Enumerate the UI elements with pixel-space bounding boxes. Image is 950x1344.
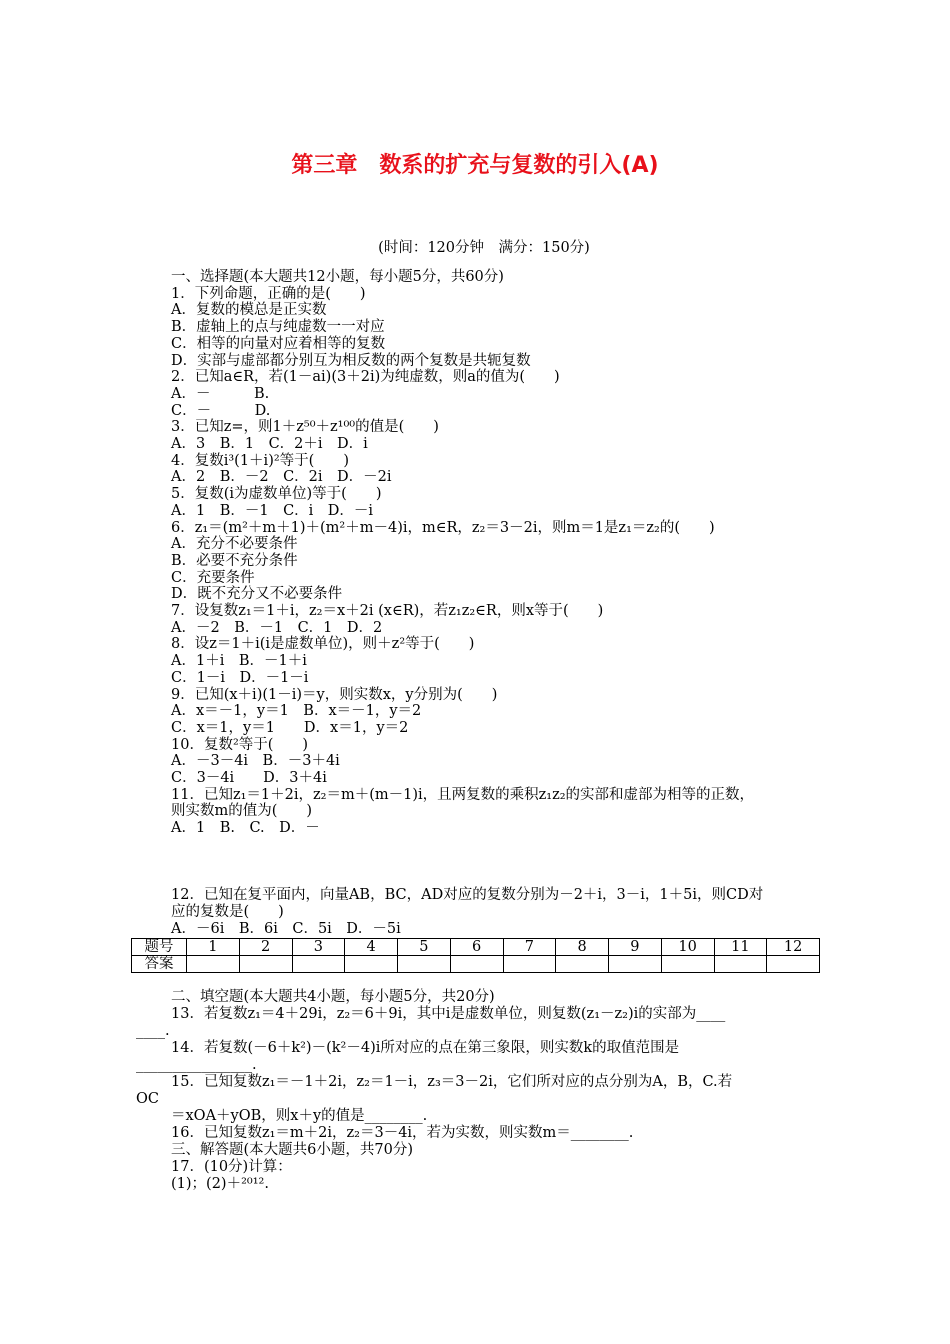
answer-cell[interactable]: [661, 956, 714, 973]
question-line: 8．设z＝1＋i(i是虚数单位)，则＋z²等于( ): [171, 636, 475, 653]
answer-cell[interactable]: [714, 956, 767, 973]
exam-info: (时间：120分钟 满分：150分): [378, 240, 590, 256]
table-cell: 2: [239, 939, 292, 956]
question-line: 4．复数i³(1＋i)²等于( ): [171, 452, 349, 469]
answer-cell[interactable]: [398, 956, 451, 973]
table-cell: 11: [714, 939, 767, 956]
question-15-cont: ＝xOA＋yOB，则x＋y的值是________.: [171, 1108, 428, 1124]
table-cell: 3: [292, 939, 345, 956]
question-line: B．虚轴上的点与纯虚数一一对应: [171, 319, 385, 336]
question-line: A．2 B．－2 C．2i D．－2i: [171, 469, 392, 486]
question-14-blank: ________________.: [136, 1057, 257, 1073]
question-line: C．相等的向量对应着相等的复数: [171, 335, 386, 352]
question-line: A．3 B．1 C．2＋i D．i: [171, 436, 368, 452]
answer-cell[interactable]: [609, 956, 662, 973]
question-line: A．1 B. C. D．－: [171, 820, 320, 837]
question-line: 应的复数是( ): [171, 904, 284, 920]
question-line: D．既不充分又不必要条件: [171, 586, 343, 603]
question-line: A．充分不必要条件: [171, 536, 298, 553]
question-13: 13．若复数z₁＝4＋29i，z₂＝6＋9i，其中i是虚数单位，则复数(z₁－z₂)i的实部为____: [171, 1006, 726, 1022]
question-line: C．1－i D．－1－i: [171, 669, 309, 686]
question-line: 11．已知z₁＝1＋2i，z₂＝m＋(m－1)i，且两复数的乘积z₁z₂的实部和虚部为相等的正数，: [171, 786, 755, 803]
question-14: 14．若复数(－6＋k²)－(k²－4)i所对应的点在第三象限，则实数k的取值范围是: [171, 1040, 680, 1056]
answer-cell[interactable]: [556, 956, 609, 973]
question-line: A．1＋i B．－1＋i: [171, 653, 307, 670]
question-line: 5．复数(i为虚数单位)等于( ): [171, 486, 382, 503]
question-line: C．充要条件: [171, 569, 255, 586]
answer-cell[interactable]: [345, 956, 398, 973]
question-line: A．－6i B．6i C．5i D．－5i: [171, 921, 401, 937]
question-16: 16．已知复数z₁＝m＋2i，z₂＝3－4i，若为实数，则实数m＝________.: [171, 1125, 634, 1141]
answer-cell[interactable]: [767, 956, 820, 973]
question-line: A．x＝－1，y＝1 B．x＝－1，y＝2: [171, 703, 422, 720]
question-line: 12．已知在复平面内，向量AB，BC，AD对应的复数分别为－2＋i，3－i，1＋5i，则CD对: [171, 887, 764, 903]
question-line: 1．下列命题，正确的是( ): [171, 285, 366, 302]
question-15: 15．已知复数z₁＝－1＋2i，z₂＝1－i，z₃＝3－2i，它们所对应的点分别为A，B，C.若: [171, 1074, 733, 1090]
table-row: [132, 939, 820, 956]
table-cell: 4: [345, 939, 398, 956]
question-line: A．复数的模总是正实数: [171, 302, 327, 319]
question-13-blank: ____.: [136, 1023, 170, 1039]
question-line: C．3－4i D．3＋4i: [171, 770, 327, 786]
question-line: A．－3－4i B．－3＋4i: [171, 753, 340, 770]
table-cell: 12: [767, 939, 820, 956]
answer-cell[interactable]: [239, 956, 292, 973]
question-line: C．x＝1，y＝1 D．x＝1，y＝2: [171, 719, 409, 736]
question-line: B．必要不充分条件: [171, 552, 298, 569]
table-cell: 10: [661, 939, 714, 956]
table-cell: 6: [450, 939, 503, 956]
table-cell: 7: [503, 939, 556, 956]
question-line: 2．已知a∈R，若(1－ai)(3＋2i)为纯虚数，则a的值为( ): [171, 369, 560, 386]
question-line: C．－ D.: [171, 402, 271, 419]
answer-cell[interactable]: [187, 956, 240, 973]
page-title: 第三章 数系的扩充与复数的引入(A): [291, 153, 659, 178]
table-cell: 9: [609, 939, 662, 956]
answer-cell[interactable]: [292, 956, 345, 973]
question-17-parts: (1)；(2)＋²⁰¹².: [171, 1176, 269, 1192]
question-line: 6．z₁＝(m²＋m＋1)＋(m²＋m－4)i，m∈R，z₂＝3－2i，则m＝1是z₁＝z₂的( ): [171, 519, 715, 536]
question-line: A．－ B.: [171, 385, 270, 402]
question-line: A．－2 B．－1 C．1 D．2: [171, 619, 383, 636]
answer-table: [131, 938, 820, 973]
table-header-cell: 题号: [132, 939, 187, 956]
table-row: [132, 956, 820, 973]
question-15-vector: OC: [136, 1091, 159, 1107]
question-line: 3．已知z=，则1＋z⁵⁰＋z¹⁰⁰的值是( ): [171, 419, 439, 436]
answer-cell[interactable]: [503, 956, 556, 973]
table-cell: 8: [556, 939, 609, 956]
question-line: 一、选择题(本大题共12小题，每小题5分，共60分): [171, 269, 504, 285]
question-line: A．1 B．－1 C．i D．－i: [171, 502, 374, 519]
answer-cell[interactable]: [450, 956, 503, 973]
question-line: 则实数m的值为( ): [171, 803, 313, 820]
question-line: 10．复数²等于( ): [171, 736, 309, 753]
table-cell: 5: [398, 939, 451, 956]
question-17: 17．(10分)计算：: [171, 1159, 292, 1175]
question-line: D．实部与虚部都分别互为相反数的两个复数是共轭复数: [171, 352, 531, 369]
table-cell: 1: [187, 939, 240, 956]
question-line: 7．设复数z₁＝1＋i，z₂＝x＋2i (x∈R)，若z₁z₂∈R，则x等于( ): [171, 603, 604, 619]
table-header-cell: 答案: [132, 956, 187, 973]
question-line: 9．已知(x＋i)(1－i)＝y，则实数x，y分别为( ): [171, 686, 498, 703]
fill-section-heading: 二、填空题(本大题共4小题，每小题5分，共20分): [171, 989, 495, 1005]
solve-section-heading: 三、解答题(本大题共6小题，共70分): [171, 1142, 413, 1158]
